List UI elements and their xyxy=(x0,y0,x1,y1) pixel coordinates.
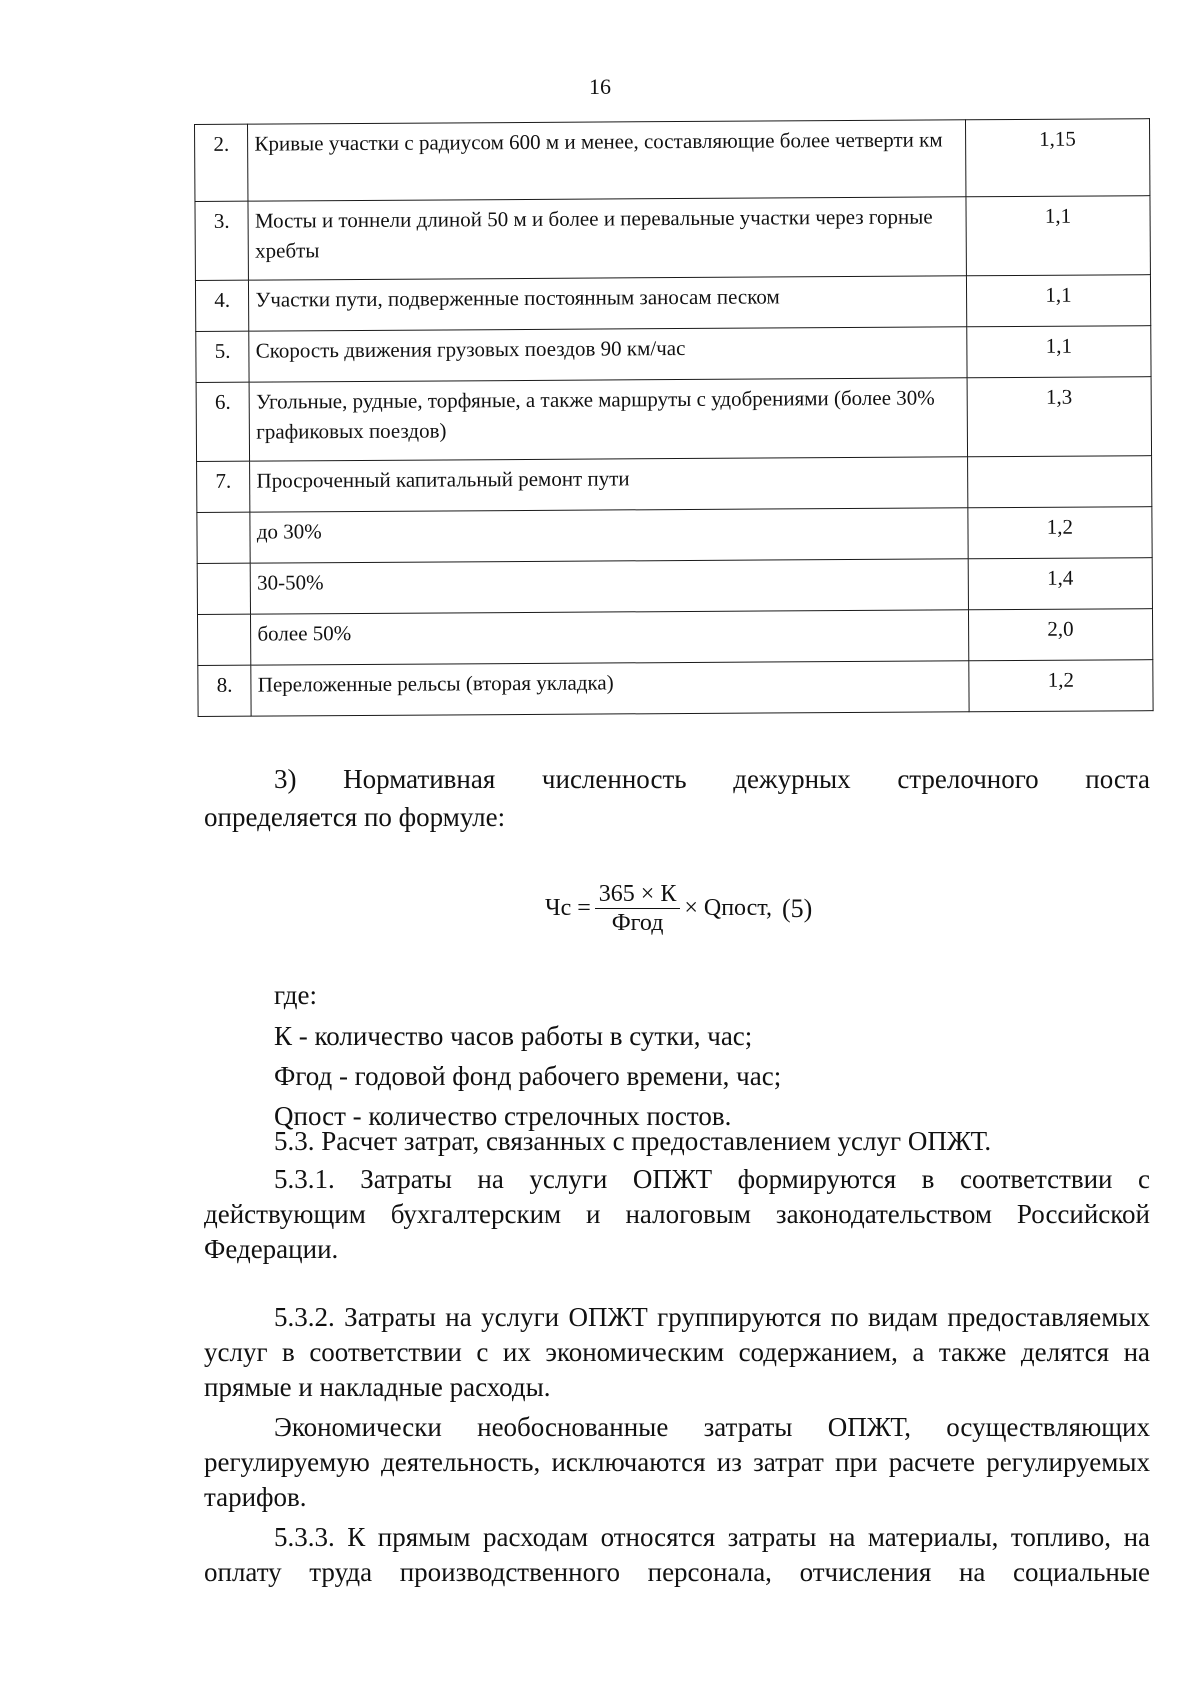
row-name: Участки пути, подверженные постоянным заносам песком xyxy=(249,276,967,331)
row-number: 8. xyxy=(198,665,252,716)
definition-item: Фгод - годовой фонд рабочего времени, час; xyxy=(274,1061,782,1091)
formula-numerator: 365 × К xyxy=(595,880,681,909)
row-number: 5. xyxy=(196,331,250,382)
page-number: 16 xyxy=(589,74,611,99)
row-value: 1,1 xyxy=(967,326,1151,378)
section-5-3: 5.3. Расчет затрат, связанных с предоставлением услуг ОПЖТ. xyxy=(274,1126,992,1156)
formula-denominator: Фгод xyxy=(611,910,664,936)
row-value xyxy=(967,456,1151,508)
row-number xyxy=(197,563,251,614)
row-number xyxy=(197,512,251,563)
formula-5 xyxy=(545,880,812,937)
row-name: Просроченный капитальный ремонт пути xyxy=(250,457,968,512)
paragraph-3-line2: определяется по формуле: xyxy=(204,802,506,832)
section-5-3-2: 5.3.2. Затраты на услуги ОПЖТ группируются по видам предоставляемых услуг в соответствии с их экономическим содержанием, а также делятся на прямые и накладные расходы. xyxy=(204,1302,1150,1402)
row-value: 1,15 xyxy=(965,119,1150,197)
table-row xyxy=(198,660,1153,717)
definition-item: Qпост - количество стрелочных постов. xyxy=(274,1101,732,1131)
row-name: Угольные, рудные, торфяные, а также маршруты с удобрениями (более 30% графиковых поездов) xyxy=(249,378,967,461)
row-number: 3. xyxy=(195,201,249,280)
formula-fraction xyxy=(595,880,681,937)
definition-item: К - количество часов работы в сутки, час; xyxy=(274,1021,753,1051)
row-number: 4. xyxy=(195,280,249,331)
where-label: где: xyxy=(274,980,317,1010)
row-name: 30-50% xyxy=(251,559,969,614)
row-name: Переложенные рельсы (вторая укладка) xyxy=(251,661,969,716)
row-value: 1,2 xyxy=(969,660,1153,712)
formula-lhs: Чс = xyxy=(545,895,591,921)
table-row xyxy=(196,326,1151,383)
section-5-3-3: 5.3.3. К прямым расходам относятся затраты на материалы, топливо, на оплату труда производственного персонала, отчисления на социальные xyxy=(204,1522,1150,1587)
paragraph-3-line1: 3) Нормативная численность дежурных стрелочного поста xyxy=(274,764,1150,794)
table-row xyxy=(195,275,1150,332)
definitions-list xyxy=(274,1016,781,1136)
row-number: 2. xyxy=(195,124,249,201)
table-row xyxy=(196,377,1151,462)
row-number: 6. xyxy=(196,382,250,461)
row-name: до 30% xyxy=(250,508,968,563)
row-value: 1,3 xyxy=(967,377,1152,457)
formula-number: (5) xyxy=(782,893,813,923)
table-row xyxy=(195,196,1150,281)
row-value: 1,4 xyxy=(968,558,1152,610)
row-name: более 50% xyxy=(251,610,969,665)
row-value: 1,2 xyxy=(968,507,1152,559)
table-row xyxy=(197,456,1152,513)
row-name: Мосты и тоннели длиной 50 м и более и перевальные участки через горные хребты xyxy=(248,197,966,280)
row-name: Скорость движения грузовых поездов 90 км/час xyxy=(249,327,967,382)
table-row xyxy=(197,507,1152,564)
table-row xyxy=(197,609,1152,666)
formula-tail: × Qпост, xyxy=(684,895,772,921)
coefficient-table xyxy=(194,118,1154,717)
row-number xyxy=(197,614,251,665)
table-row xyxy=(195,119,1150,202)
economic-paragraph: Экономически необоснованные затраты ОПЖТ, осуществляющих регулируемую деятельность, исключаются из затрат при расчете регулируемых тарифов. xyxy=(204,1412,1150,1512)
row-value: 1,1 xyxy=(966,196,1151,276)
row-value: 2,0 xyxy=(968,609,1152,661)
row-name: Кривые участки с радиусом 600 м и менее, составляющие более четверти км xyxy=(248,120,966,201)
section-5-3-1: 5.3.1. Затраты на услуги ОПЖТ формируются в соответствии с действующим бухгалтерским и налоговым законодательством Российской Федерации. xyxy=(204,1164,1150,1264)
table-row xyxy=(197,558,1152,615)
row-value: 1,1 xyxy=(966,275,1150,327)
row-number: 7. xyxy=(197,461,251,512)
